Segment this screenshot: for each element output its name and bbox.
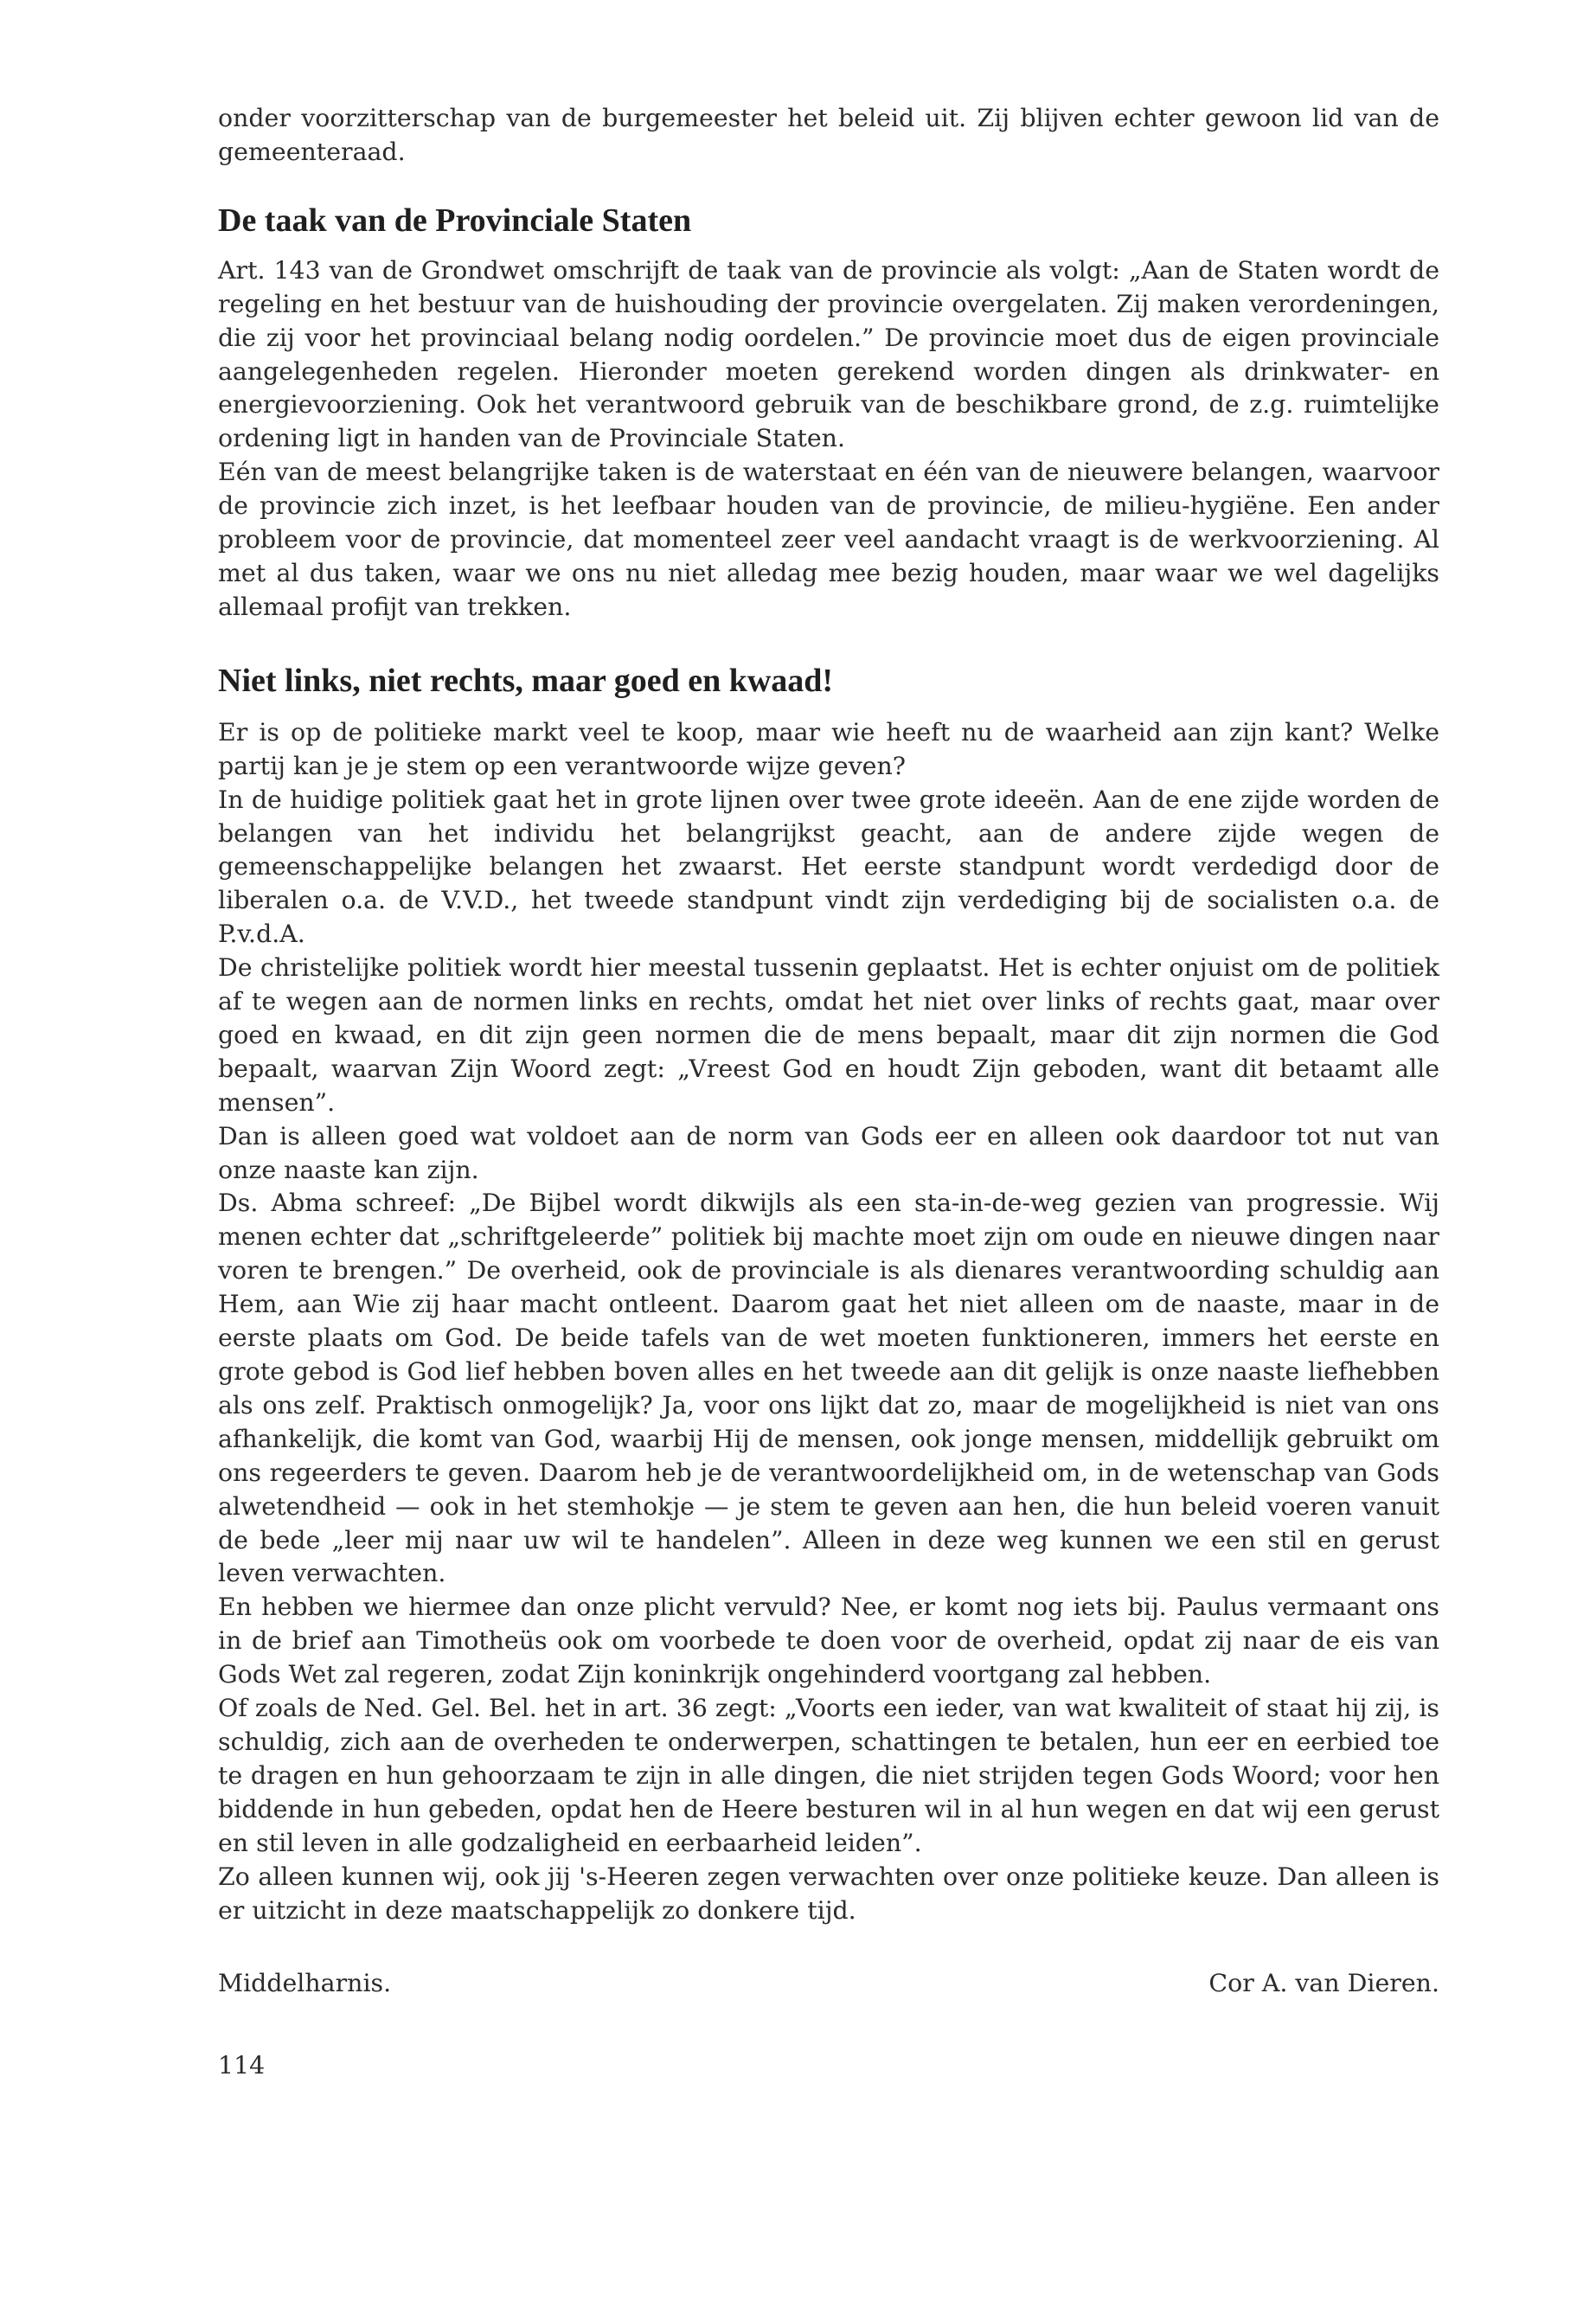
page-number: 114 bbox=[218, 2051, 266, 2080]
paragraph: Ds. Abma schreef: „De Bijbel wordt dikwijls als een sta-in-de-weg gezien van progressie. Wij menen echter dat „schriftgeleerde” politiek bij machte moet zijn om oude en nieuwe dingen naar voren te brengen.” De overheid, ook de provinciale is als dienares verantwoording schuldig aan Hem, aan Wie zij haar macht ontleent. Daarom gaat het niet alleen om de naaste, maar in de eerste plaats om God. De beide tafels van de wet moeten funktioneren, immers het eerste en grote gebod is God lief hebben boven alles en het tweede aan dit gelijk is onze naaste liefhebben als ons zelf. Praktisch onmogelijk? Ja, voor ons lijkt dat zo, maar de mogelijkheid is niet van ons afhankelijk, die komt van God, waarbij Hij de mensen, ook jonge mensen, middellijk gebruikt om ons regeerders te geven. Daarom heb je de verantwoordelijkheid om, in de wetenschap van Gods alwetendheid — ook in het stemhokje — je stem te geven aan hen, die hun beleid voeren vanuit de bede „leer mij naar uw wil te handelen”. Alleen in deze weg kunnen we een stil en gerust leven verwachten. bbox=[218, 1189, 1439, 1588]
paragraph: Of zoals de Ned. Gel. Bel. het in art. 36 zegt: „Voorts een ieder, van wat kwaliteit of staat hij zij, is schuldig, zich aan de overheden te onderwerpen, schattingen te betalen, hun eer en eerbied toe te dragen en hun gehoorzaam te zijn in alle dingen, die niet strijden tegen Gods Woord; voor hen biddende in hun gebeden, opdat hen de Heere besturen wil in al hun wegen en dat wij een gerust en stil leven in alle godzaligheid en eerbaarheid leiden”. bbox=[218, 1694, 1439, 1857]
paragraph: Zo alleen kunnen wij, ook jij 's-Heeren zegen verwachten over onze politieke keuze. Dan alleen is er uitzicht in deze maatschappelijk zo donkere tijd. bbox=[218, 1862, 1439, 1925]
paragraph: De christelijke politiek wordt hier meestal tussenin geplaatst. Het is echter onjuist om de politiek af te wegen aan de normen links en rechts, omdat het niet over links of rechts gaat, maar over goed en kwaad, en dit zijn geen normen die de mens bepaalt, maar dit zijn normen die God bepaalt, waarvan Zijn Woord zegt: „Vreest God en houdt Zijn geboden, want dit betaamt alle mensen”. bbox=[218, 953, 1439, 1117]
author-name: Cor A. van Dieren. bbox=[1208, 1969, 1439, 1998]
paragraph: En hebben we hiermee dan onze plicht vervuld? Nee, er komt nog iets bij. Paulus vermaant ons in de brief aan Timotheüs ook om voorbede te doen voor de overheid, opdat zij naar de eis van Gods Wet zal regeren, zodat Zijn koninkrijk ongehinderd voortgang zal hebben. bbox=[218, 1593, 1439, 1689]
document-page bbox=[218, 102, 1439, 2083]
paragraph: Dan is alleen goed wat voldoet aan de norm van Gods eer en alleen ook daardoor tot nut van onze naaste kan zijn. bbox=[218, 1121, 1439, 1184]
paragraph: Art. 143 van de Grondwet omschrijft de taak van de provincie als volgt: „Aan de Staten wordt de regeling en het bestuur van de huishouding der provincie overgelaten. Zij maken verordeningen, die zij voor het provinciaal belang nodig oordelen.” De provincie moet dus de eigen provinciale aangelegenheden regelen. Hieronder moeten gerekend worden dingen als drinkwater- en energievoorziening. Ook het verantwoord gebruik van de beschikbare grond, de z.g. ruimtelijke ordening ligt in handen van de Provinciale Staten. bbox=[218, 255, 1439, 453]
section-heading-niet-links: Niet links, niet rechts, maar goed en kwaad! bbox=[218, 662, 834, 699]
signature-row bbox=[218, 1967, 1439, 2001]
section-heading-provinciale-staten: De taak van de Provinciale Staten bbox=[218, 202, 692, 239]
intro-paragraph: onder voorzitterschap van de burgemeester het beleid uit. Zij blijven echter gewoon lid van de gemeenteraad. bbox=[218, 104, 1439, 166]
place-name: Middelharnis. bbox=[218, 1969, 392, 1998]
paragraph: Eén van de meest belangrijke taken is de waterstaat en één van de nieuwere belangen, waarvoor de provincie zich inzet, is het leefbaar houden van de provincie, de milieu-hygiëne. Een ander probleem voor de provincie, dat momenteel zeer veel aandacht vraagt is de werkvoorziening. Al met al dus taken, waar we ons nu niet alledag mee bezig houden, maar waar we wel dagelijks allemaal profijt van trekken. bbox=[218, 458, 1439, 621]
paragraph: In de huidige politiek gaat het in grote lijnen over twee grote ideeën. Aan de ene zijde worden de belangen van het individu het belangrijkst geacht, aan de andere zijde wegen de gemeenschappelijke belangen het zwaarst. Het eerste standpunt wordt verdedigd door de liberalen o.a. de V.V.D., het tweede standpunt vindt zijn verdediging bij de socialisten o.a. de P.v.d.A. bbox=[218, 785, 1439, 949]
paragraph: Er is op de politieke markt veel te koop, maar wie heeft nu de waarheid aan zijn kant? Welke partij kan je je stem op een verantwoorde wijze geven? bbox=[218, 717, 1439, 780]
